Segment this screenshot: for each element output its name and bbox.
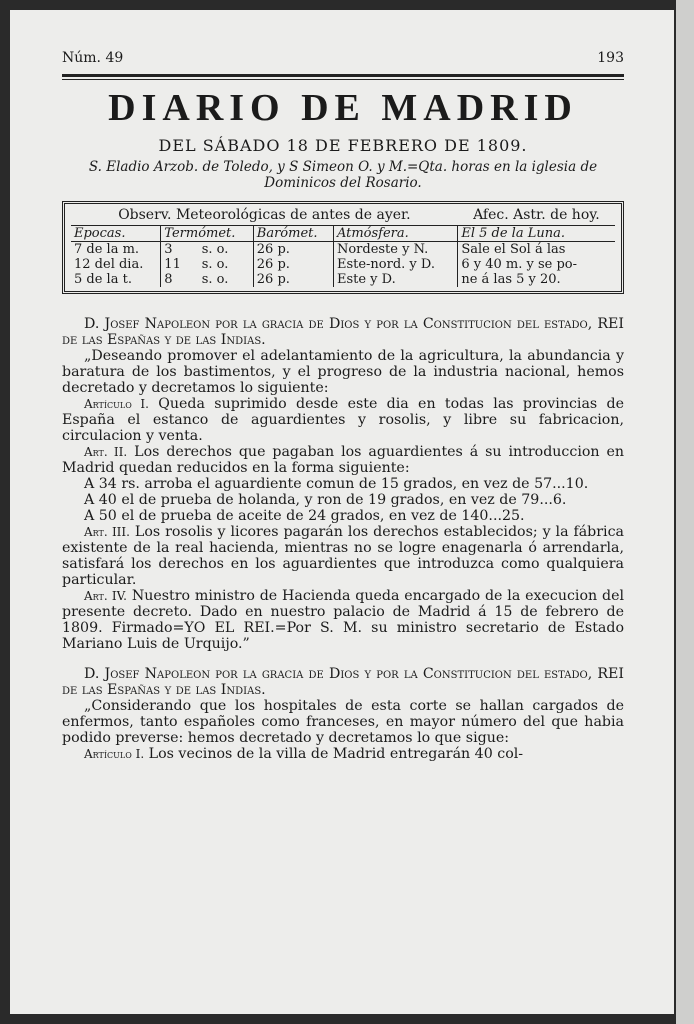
baro-cell: 26 p. [253,257,333,272]
temp-cell: 8 [164,272,173,287]
article-text: Los rosolis y licores pagarán los derechos establecidos; y la fábrica existente de la real hacienda, mientras no se logre enagenarla ó arrendarla, satisfará los derechos en los aguardientes que introduzca como qualquiera particular. [62,524,624,588]
article-label: Art. III. [84,525,130,539]
article-label: Artículo I. [84,397,149,411]
article-text: Nuestro ministro de Hacienda queda encargado de la execucion del presente decreto. Dado en nuestro palacio de Madrid á 15 de febrero de 1809. Firmado=YO EL REI.=Por S. M. su ministro secretario de Estado Mariano Luis de Urquijo.” [62,588,624,652]
article-label: Art. II. [84,445,128,459]
epoca-cell: 5 de la t. [71,272,161,287]
met-row [71,272,615,287]
decree-opening: D. Josef Napoleon por la gracia de Dios y por la Constitucion del estado, REI de las Españas y de las Indias. [62,666,624,698]
meteorological-table [62,201,624,294]
col-baromet: Barómet. [253,226,333,242]
article [62,746,624,762]
decree-1 [62,316,624,652]
article-text: Los vecinos de la villa de Madrid entregarán 40 col- [148,746,524,762]
epoca-cell: 7 de la m. [71,242,161,258]
masthead-title: DIARIO DE MADRID [108,87,578,129]
article [62,444,624,476]
article-label: Artículo I. [84,747,145,761]
tariff-line: A 50 el de prueba de aceite de 24 grados, en vez de 140...25. [84,508,525,524]
header-rule [62,74,624,80]
article [62,396,624,444]
col-atmosfera: Atmósfera. [333,226,457,242]
temp-cell: 11 [164,257,181,272]
atm-cell: Este y D. [333,272,457,287]
article-text: Queda suprimido desde este dia en todas las provincias de España el estanco de aguardientes y rosolis, y libre su fabricacion, circulacion y venta. [62,396,624,444]
baro-cell: 26 p. [253,242,333,258]
col-luna: El 5 de la Luna. [458,226,615,242]
saints-line: S. Eladio Arzob. de Toledo, y S Simeon O. y M.=Qta. horas en la iglesia de Dominicos del Rosario. [88,159,598,191]
met-heading-left: Observ. Meteorológicas de antes de ayer. [71,208,458,226]
article-label: Art. IV. [84,589,127,603]
dateline: DEL SÁBADO 18 DE FEBRERO DE 1809. [158,136,528,155]
baro-cell: 26 p. [253,272,333,287]
article-text: Los derechos que pagaban los aguardientes á su introduccion en Madrid quedan reducidos en la forma siguiente: [62,444,624,476]
newspaper-page [10,10,674,1014]
atm-cell: Nordeste y N. [333,242,457,258]
tariff-line: A 40 el de prueba de holanda, y ron de 19 grados, en vez de 79...6. [84,492,567,508]
decree-preamble: „Deseando promover el adelantamiento de la agricultura, la abundancia y baratura de los bastimentos, y el progreso de la industria nacional, hemos decretado y decretamos lo siguiente: [62,348,624,396]
temp-cell: 3 [164,242,173,257]
decree-opening: D. Josef Napoleon por la gracia de Dios y por la Constitucion del estado, REI de las Españas y de las Indias. [62,316,624,348]
issue-number: Núm. 49 [62,50,124,66]
met-row [71,257,615,272]
atm-cell: Este-nord. y D. [333,257,457,272]
met-heading-right: Afec. Astr. de hoy. [458,208,615,226]
col-epocas: Epocas. [71,226,161,242]
met-row [71,242,615,258]
epoca-cell: 12 del dia. [71,257,161,272]
temp-unit-cell: s. o. [199,257,254,272]
luna-cell: 6 y 40 m. y se po- [461,257,577,272]
article [62,588,624,652]
luna-cell: Sale el Sol á las [461,242,566,257]
page-edge [676,0,694,1024]
decree-2 [62,666,624,762]
temp-unit-cell: s. o. [199,242,254,258]
decree-preamble: „Considerando que los hospitales de esta corte se hallan cargados de enfermos, tanto españoles como franceses, en mayor número del que habia podido preverse: hemos decretado y decretamos lo que sigue: [62,698,624,746]
tariff-line: A 34 rs. arroba el aguardiente comun de 15 grados, en vez de 57...10. [84,476,589,492]
col-termomet: Termómet. [161,226,253,242]
page-number: 193 [597,50,624,66]
section-gap [62,652,624,666]
luna-cell: ne á las 5 y 20. [461,272,561,287]
article [62,524,624,588]
temp-unit-cell: s. o. [199,272,254,287]
page-header [62,50,624,66]
